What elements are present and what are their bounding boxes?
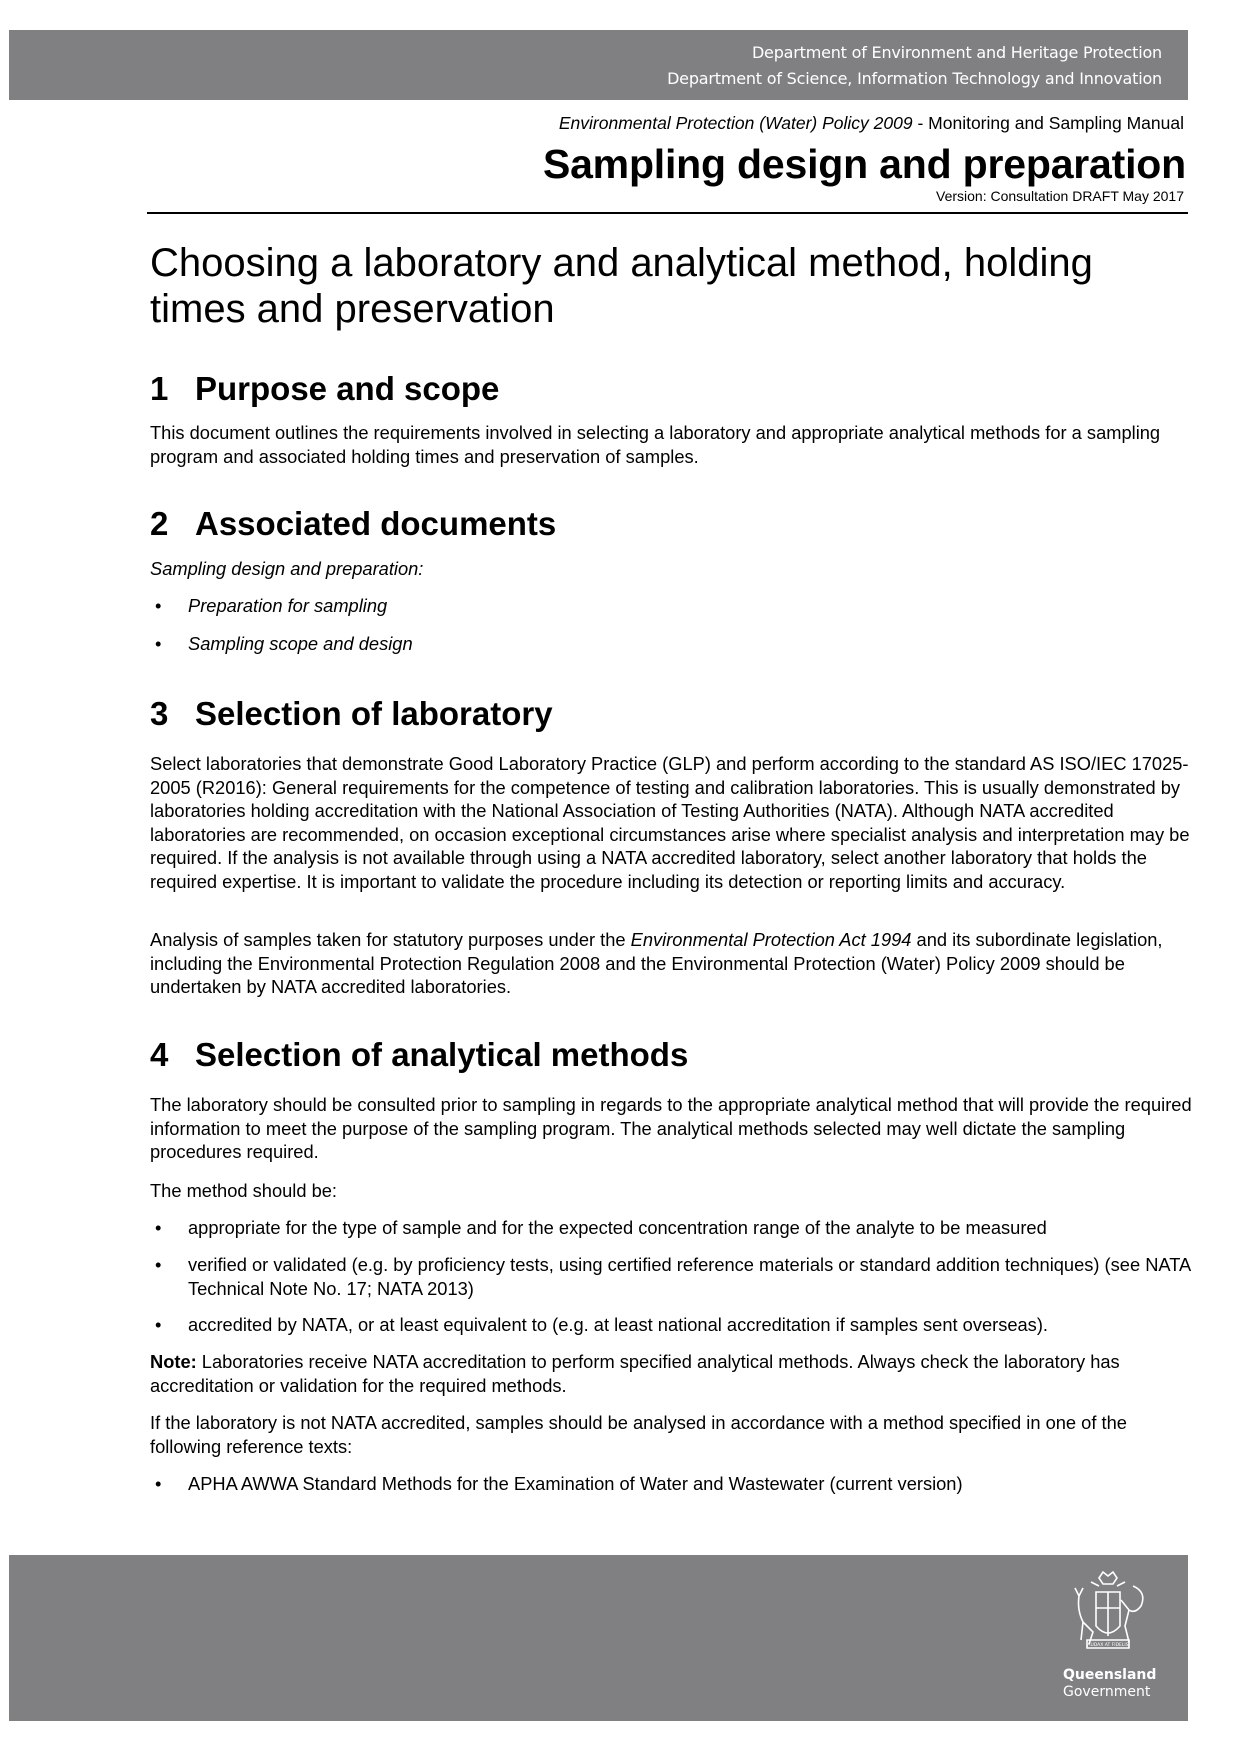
paragraph [150,928,1195,999]
list-item [150,1253,1195,1300]
paragraph: The method should be: [150,1180,337,1201]
bullet-icon: • [155,1314,162,1335]
list-item [150,1472,1195,1496]
text-run: Analysis of samples taken for statutory purposes under the [150,929,631,950]
queensland-government-logo [1063,1570,1157,1705]
coat-of-arms-icon [1063,1570,1153,1665]
section-heading-selection-of-laboratory [150,695,553,733]
list-item [150,1216,1195,1240]
document-link[interactable]: Preparation for sampling [188,595,388,616]
header-band [9,30,1188,100]
series-title [559,113,1184,134]
section-heading-associated-documents [150,505,556,543]
section-title: Selection of laboratory [195,695,553,732]
list-item-text: APHA AWWA Standard Methods for the Examination of Water and Wastewater (current version) [188,1473,963,1494]
page-title: Choosing a laboratory and analytical method, holding times and preservation [150,241,1093,331]
header-divider [147,212,1188,214]
list-item-text: appropriate for the type of sample and for the expected concentration range of the analyte to be measured [188,1217,1047,1238]
section-heading-selection-of-analytical-methods [150,1036,688,1074]
section-number: 2 [150,505,169,542]
section-number: 3 [150,695,169,732]
note-paragraph [150,1350,1195,1397]
version-label: Version: Consultation DRAFT May 2017 [936,188,1184,204]
logo-text-queensland: Queensland [1063,1667,1157,1683]
note-label: Note: [150,1351,197,1372]
bullet-icon: • [155,595,162,616]
section-number: 1 [150,370,169,407]
list-item-text: accredited by NATA, or at least equivalent to (e.g. at least national accreditation if samples sent overseas). [188,1314,1048,1335]
section-number: 4 [150,1036,169,1073]
section-title: Associated documents [195,505,557,542]
note-text: Laboratories receive NATA accreditation to perform specified analytical methods. Always check the laboratory has accreditation or validation for the required methods. [150,1351,1120,1396]
document-link[interactable]: Sampling scope and design [188,633,413,654]
paragraph: If the laboratory is not NATA accredited, samples should be analysed in accordance with a method specified in one of the following reference texts: [150,1412,1127,1457]
series-title-rest: - Monitoring and Sampling Manual [912,113,1184,133]
list-item [150,632,1195,656]
list-item-text: verified or validated (e.g. by proficiency tests, using certified reference materials or standard addition techniques) (see NATA Technical Note No. 17; NATA 2013) [188,1254,1191,1299]
bullet-icon: • [155,1254,162,1275]
section-heading-purpose [150,370,499,408]
footer-band [9,1555,1188,1721]
paragraph: Select laboratories that demonstrate Good Laboratory Practice (GLP) and perform according to the standard AS ISO/IEC 17025-2005 (R2016): General requirements for the competence of testing and calibration laboratories. This is usually demonstrated by laboratories holding accreditation with the National Association of Testing Authorities (NATA). Although NATA accredited laboratories are recommended, on occasion exceptional circumstances arise where specialist analysis and interpretation may be required. If the analysis is not available through using a NATA accredited laboratory, select another laboratory that holds the required expertise. It is important to validate the procedure including its detection or reporting limits and accuracy. [150,753,1190,892]
document-title: Sampling design and preparation [542,141,1186,187]
logo-text-government: Government [1063,1684,1151,1700]
series-title-italic: Environmental Protection (Water) Policy 2009 [558,113,913,133]
associated-docs-intro: Sampling design and preparation: [150,558,424,579]
act-title: Environmental Protection Act 1994 [630,929,912,950]
department-name-1: Department of Environment and Heritage Protection [751,43,1162,62]
bullet-icon: • [155,633,162,654]
paragraph: The laboratory should be consulted prior to sampling in regards to the appropriate analytical method that will provide the required information to meet the purpose of the sampling program. The analytical methods selected may well dictate the sampling procedures required. [150,1094,1192,1162]
department-name-2: Department of Science, Information Technology and Innovation [667,69,1162,88]
paragraph: This document outlines the requirements involved in selecting a laboratory and appropriate analytical methods for a sampling program and associated holding times and preservation of samples. [150,422,1161,467]
list-item [150,1313,1195,1337]
list-item [150,594,1195,618]
section-title: Purpose and scope [195,370,500,407]
text-run: and its subordinate legislation, including the Environmental Protection Regulation 2008 and the Environmental Protection (Water) Policy 2009 should be undertaken by NATA accredited laboratories. [150,929,1163,997]
motto-text: AUDAX AT FIDELIS [1087,1643,1129,1648]
bullet-icon: • [155,1217,162,1238]
section-title: Selection of analytical methods [195,1036,689,1073]
bullet-icon: • [155,1473,162,1494]
